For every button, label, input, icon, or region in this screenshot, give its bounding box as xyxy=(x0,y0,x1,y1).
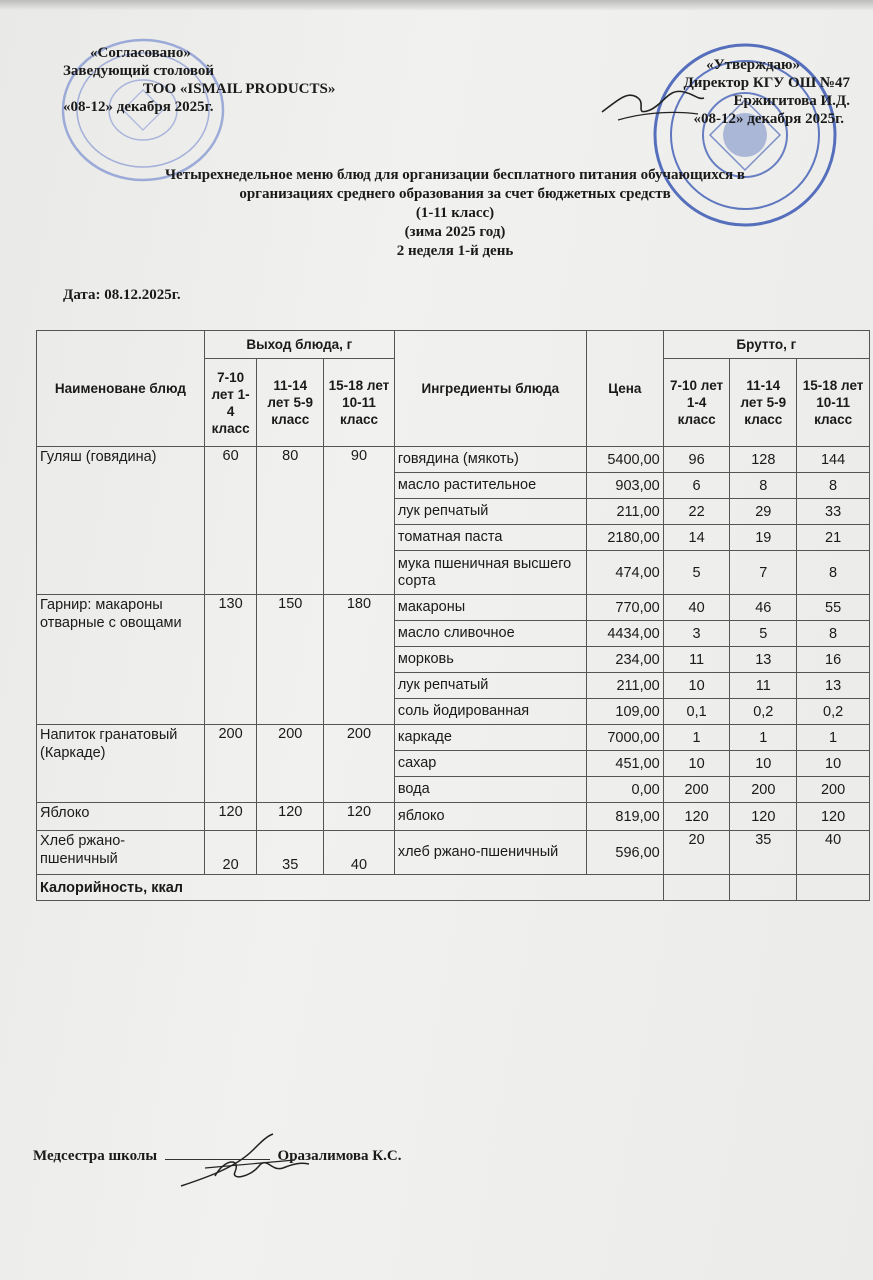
brutto-age3: 144 xyxy=(797,447,870,473)
col-ingredients: Ингредиенты блюда xyxy=(394,331,586,447)
nurse-signature-row xyxy=(33,1148,401,1165)
paper-top-edge xyxy=(0,0,873,10)
col-brutto-age1: 7-10 лет 1-4 класс xyxy=(663,359,730,447)
table-row xyxy=(37,725,870,751)
calories-age1 xyxy=(663,875,730,901)
brutto-age3: 55 xyxy=(797,595,870,621)
right-header-line3: Ержигитова И.Д. xyxy=(733,93,850,109)
col-dish-name: Наименоване блюд xyxy=(37,331,205,447)
ingredient-price: 2180,00 xyxy=(586,525,663,551)
table-row xyxy=(37,447,870,473)
ingredient-name: макароны xyxy=(394,595,586,621)
dish-name: Гарнир: макароны отварные с овощами xyxy=(37,595,205,725)
brutto-age3: 8 xyxy=(797,473,870,499)
ingredient-name: мука пшеничная высшего сорта xyxy=(394,551,586,595)
col-brutto-age3: 15-18 лет 10-11 класс xyxy=(797,359,870,447)
brutto-age1: 20 xyxy=(663,831,730,875)
brutto-age1: 1 xyxy=(663,725,730,751)
brutto-age1: 22 xyxy=(663,499,730,525)
brutto-age3: 8 xyxy=(797,621,870,647)
yield-age3: 120 xyxy=(324,803,395,831)
ingredient-name: каркаде xyxy=(394,725,586,751)
title-line5: 2 неделя 1-й день xyxy=(396,243,514,259)
col-brutto-group: Брутто, г xyxy=(663,331,869,359)
ingredient-name: говядина (мякоть) xyxy=(394,447,586,473)
brutto-age2: 120 xyxy=(730,803,797,831)
brutto-age1: 200 xyxy=(663,777,730,803)
ingredient-price: 211,00 xyxy=(586,673,663,699)
ingredient-price: 819,00 xyxy=(586,803,663,831)
col-brutto-age2: 11-14 лет 5-9 класс xyxy=(730,359,797,447)
ingredient-name: лук репчатый xyxy=(394,673,586,699)
yield-age1: 200 xyxy=(204,725,257,803)
brutto-age1: 96 xyxy=(663,447,730,473)
ingredient-price: 4434,00 xyxy=(586,621,663,647)
brutto-age2: 0,2 xyxy=(730,699,797,725)
table-row xyxy=(37,803,870,831)
brutto-age3: 10 xyxy=(797,751,870,777)
yield-age1: 130 xyxy=(204,595,257,725)
col-yield-age1: 7-10 лет 1-4 класс xyxy=(204,359,257,447)
calories-row xyxy=(37,875,870,901)
yield-age1: 60 xyxy=(204,447,257,595)
ingredient-name: томатная паста xyxy=(394,525,586,551)
brutto-age1: 10 xyxy=(663,751,730,777)
left-header-line4: «08-12» декабря 2025г. xyxy=(63,99,214,115)
yield-age3: 180 xyxy=(324,595,395,725)
ingredient-price: 234,00 xyxy=(586,647,663,673)
brutto-age3: 16 xyxy=(797,647,870,673)
brutto-age1: 5 xyxy=(663,551,730,595)
title-line1: Четырехнедельное меню блюд для организации бесплатного питания обучающихся в xyxy=(165,167,745,183)
brutto-age2: 7 xyxy=(730,551,797,595)
ingredient-price: 770,00 xyxy=(586,595,663,621)
ingredient-name: лук репчатый xyxy=(394,499,586,525)
ingredient-name: хлеб ржано-пшеничный xyxy=(394,831,586,875)
ingredient-name: масло растительное xyxy=(394,473,586,499)
dish-name: Гуляш (говядина) xyxy=(37,447,205,595)
col-yield-group: Выход блюда, г xyxy=(204,331,394,359)
signature-line xyxy=(165,1159,270,1160)
brutto-age1: 3 xyxy=(663,621,730,647)
document-title xyxy=(90,166,820,261)
brutto-age1: 40 xyxy=(663,595,730,621)
menu-table xyxy=(36,330,870,901)
yield-age2: 200 xyxy=(257,725,324,803)
ingredient-price: 211,00 xyxy=(586,499,663,525)
brutto-age3: 8 xyxy=(797,551,870,595)
brutto-age3: 13 xyxy=(797,673,870,699)
title-line3: (1-11 класс) xyxy=(415,205,495,221)
yield-age2: 120 xyxy=(257,803,324,831)
ingredient-price: 903,00 xyxy=(586,473,663,499)
right-header-line1: «Утверждаю» xyxy=(706,57,800,73)
dish-name: Яблоко xyxy=(37,803,205,831)
yield-age2: 150 xyxy=(257,595,324,725)
table-row xyxy=(37,831,870,875)
brutto-age3: 33 xyxy=(797,499,870,525)
left-header-line2: Заведующий столовой xyxy=(63,63,215,79)
brutto-age2: 11 xyxy=(730,673,797,699)
brutto-age2: 29 xyxy=(730,499,797,525)
brutto-age2: 1 xyxy=(730,725,797,751)
calories-age3 xyxy=(797,875,870,901)
calories-label: Калорийность, ккал xyxy=(37,875,664,901)
brutto-age1: 10 xyxy=(663,673,730,699)
ingredient-price: 109,00 xyxy=(586,699,663,725)
brutto-age2: 5 xyxy=(730,621,797,647)
ingredient-price: 7000,00 xyxy=(586,725,663,751)
col-yield-age2: 11-14 лет 5-9 класс xyxy=(257,359,324,447)
yield-age1: 120 xyxy=(204,803,257,831)
brutto-age2: 8 xyxy=(730,473,797,499)
title-line2: организациях среднего образования за счет бюджетных средств xyxy=(239,186,671,202)
ingredient-price: 0,00 xyxy=(586,777,663,803)
right-header-line4: «08-12» декабря 2025г. xyxy=(693,111,844,127)
yield-age3: 200 xyxy=(324,725,395,803)
yield-age3: 40 xyxy=(324,831,395,875)
nurse-role: Медсестра школы xyxy=(33,1148,158,1164)
dish-name: Хлеб ржано-пшеничный xyxy=(37,831,205,875)
col-price: Цена xyxy=(586,331,663,447)
brutto-age1: 6 xyxy=(663,473,730,499)
ingredient-name: вода xyxy=(394,777,586,803)
ingredient-price: 474,00 xyxy=(586,551,663,595)
col-yield-age3: 15-18 лет 10-11 класс xyxy=(324,359,395,447)
brutto-age2: 128 xyxy=(730,447,797,473)
brutto-age2: 10 xyxy=(730,751,797,777)
brutto-age3: 120 xyxy=(797,803,870,831)
ingredient-price: 596,00 xyxy=(586,831,663,875)
brutto-age1: 14 xyxy=(663,525,730,551)
brutto-age2: 46 xyxy=(730,595,797,621)
brutto-age2: 13 xyxy=(730,647,797,673)
ingredient-name: яблоко xyxy=(394,803,586,831)
yield-age2: 35 xyxy=(257,831,324,875)
calories-age2 xyxy=(730,875,797,901)
brutto-age2: 35 xyxy=(730,831,797,875)
brutto-age3: 1 xyxy=(797,725,870,751)
approval-left-block xyxy=(63,44,335,116)
brutto-age3: 21 xyxy=(797,525,870,551)
yield-age3: 90 xyxy=(324,447,395,595)
brutto-age1: 0,1 xyxy=(663,699,730,725)
brutto-age2: 200 xyxy=(730,777,797,803)
right-header-line2: Директор КГУ ОШ №47 xyxy=(683,75,850,91)
dish-name: Напиток гранатовый (Каркаде) xyxy=(37,725,205,803)
brutto-age1: 120 xyxy=(663,803,730,831)
left-header-line3: ТОО «ISMAIL PRODUCTS» xyxy=(143,81,336,97)
brutto-age3: 200 xyxy=(797,777,870,803)
yield-age1: 20 xyxy=(204,831,257,875)
ingredient-price: 451,00 xyxy=(586,751,663,777)
approval-right-block xyxy=(650,56,850,128)
ingredient-price: 5400,00 xyxy=(586,447,663,473)
brutto-age2: 19 xyxy=(730,525,797,551)
ingredient-name: соль йодированная xyxy=(394,699,586,725)
brutto-age1: 11 xyxy=(663,647,730,673)
left-header-line1: «Согласовано» xyxy=(90,45,191,61)
nurse-name: Оразалимова К.С. xyxy=(277,1148,402,1164)
yield-age2: 80 xyxy=(257,447,324,595)
ingredient-name: морковь xyxy=(394,647,586,673)
brutto-age3: 0,2 xyxy=(797,699,870,725)
title-line4: (зима 2025 год) xyxy=(404,224,506,240)
ingredient-name: масло сливочное xyxy=(394,621,586,647)
ingredient-name: сахар xyxy=(394,751,586,777)
table-row xyxy=(37,595,870,621)
menu-date: Дата: 08.12.2025г. xyxy=(63,287,181,303)
brutto-age3: 40 xyxy=(797,831,870,875)
